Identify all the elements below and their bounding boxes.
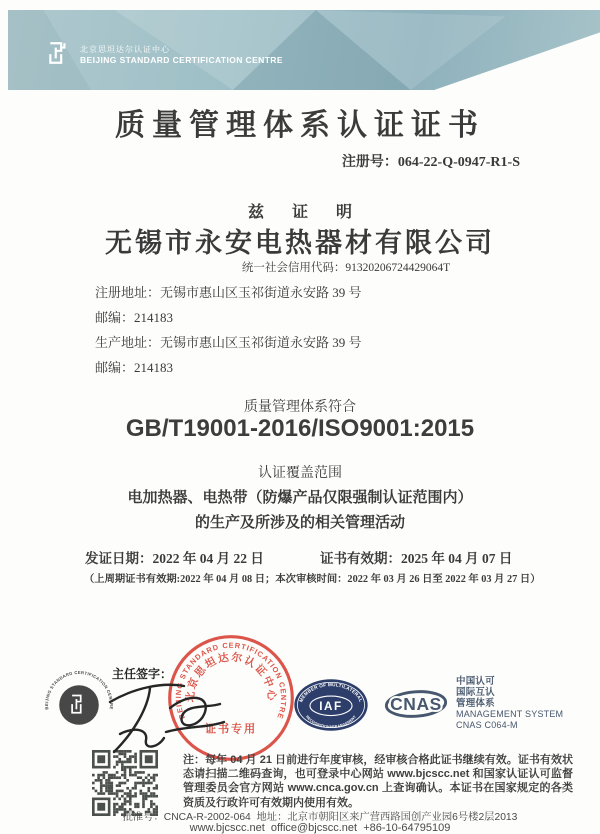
issue-date-label: 发证日期： bbox=[85, 551, 153, 566]
org-logo-icon bbox=[46, 40, 72, 66]
issue-date-value: 2022 年 04 月 22 日 bbox=[152, 551, 264, 566]
row-value: 214183 bbox=[134, 360, 174, 375]
contact-line: www.bjcscc.net office@bjcscc.net +86-10-64795109 bbox=[189, 822, 451, 834]
row-value: 214183 bbox=[134, 310, 174, 325]
director-signature-label: 主任签字： bbox=[112, 667, 173, 681]
cnas-wordmark: CNAS bbox=[390, 693, 442, 714]
row-label: 邮编： bbox=[95, 310, 135, 325]
iaf-top-text: MEMBER OF MULTILATERAL bbox=[298, 682, 364, 703]
footer-note: 注：每年 04 月 21 日前进行年度审核，经审核合格此证书继续有效。证书有效状态请扫描二维码查询，也可登录中心网站 www.bjcscc.net 和国家认证认可监督管理委员会官方网站 www.cnca.gov.cn 上查询确认。本证书在国家规定的各类资质及行政许可有效期内使用有效。 bbox=[183, 754, 573, 809]
black-seal-en-text: BEIJING STANDARD CERTIFICATION CENTRE bbox=[44, 669, 114, 710]
org-name-en: BEIJING STANDARD CERTIFICATION CENTRE bbox=[80, 55, 283, 65]
credit-code-line bbox=[92, 259, 600, 275]
registration-number bbox=[0, 151, 520, 171]
cnas-logo-icon bbox=[384, 682, 448, 726]
postcode-row bbox=[95, 359, 362, 384]
row-value: 无锡市惠山区玉祁街道永安路 39 号 bbox=[160, 285, 362, 300]
org-name-cn: 北京思坦达尔认证中心 bbox=[80, 45, 170, 54]
registered-address-row bbox=[95, 284, 362, 309]
scope-line-1: 电加热器、电热带（防爆产品仅限强制认证范围内） bbox=[127, 490, 473, 506]
certify-heading: 兹 证 明 bbox=[247, 204, 364, 221]
row-label: 生产地址： bbox=[95, 335, 161, 350]
row-label: 注册地址： bbox=[95, 285, 161, 300]
registration-value: 064-22-Q-0947-R1-S bbox=[397, 155, 520, 170]
cnas-line: 中国认可 bbox=[456, 676, 495, 687]
issue-date bbox=[85, 547, 264, 567]
credit-code-value: 91320206724429064T bbox=[345, 262, 451, 274]
iaf-logo-icon bbox=[292, 677, 370, 733]
iaf-bottom-text: RECOGNITIONARRANGEMENT bbox=[304, 714, 358, 729]
certificate-title: 质量管理体系认证证书 bbox=[115, 109, 485, 142]
cnas-line: 国际互认 bbox=[456, 686, 495, 698]
cnas-line: CNAS C064-M bbox=[456, 720, 518, 731]
credit-code-label: 统一社会信用代码： bbox=[241, 262, 346, 274]
production-address-row bbox=[95, 334, 362, 359]
validity-date-label: 证书有效期： bbox=[320, 551, 401, 566]
standard-intro: 质量管理体系符合 bbox=[244, 400, 356, 415]
audit-cycle-note: （上周期证书有效期:2022 年 04 月 08 日；本次审核时间：2022 年 03 月 26 日至 2022 年 03 月 27 日） bbox=[84, 574, 541, 585]
red-stamp-cn-text: 北京思坦达尔认证中心 bbox=[184, 651, 278, 703]
postcode-row bbox=[95, 309, 362, 334]
registration-label: 注册号： bbox=[341, 155, 398, 170]
header-banner bbox=[8, 10, 600, 90]
signature-icon bbox=[104, 672, 244, 767]
cnas-line: 管理体系 bbox=[456, 697, 495, 709]
iaf-center-text: IAF bbox=[319, 700, 343, 714]
company-name: 无锡市永安电热器材有限公司 bbox=[105, 228, 495, 258]
row-label: 邮编： bbox=[95, 360, 135, 375]
standard-code: GB/T19001-2016/ISO9001:2015 bbox=[125, 415, 475, 442]
cnas-line: MANAGEMENT SYSTEM bbox=[456, 709, 564, 720]
approval-line: 批准号：CNCA-R-2002-064 地址：北京市朝阳区来广营西路国创产业园6号楼2层2013 bbox=[122, 812, 518, 823]
validity-date bbox=[320, 547, 512, 567]
scope-heading: 认证覆盖范围 bbox=[258, 466, 342, 481]
validity-date-value: 2025 年 04 月 07 日 bbox=[401, 551, 513, 566]
cnas-accreditation-text bbox=[456, 677, 563, 731]
address-block bbox=[95, 284, 362, 384]
red-stamp-en-text: BEIJING STANDARD CERTIFICATION CENTRE bbox=[173, 640, 289, 721]
red-stamp-use-text: 证书专用 bbox=[205, 723, 257, 736]
row-value: 无锡市惠山区玉祁街道永安路 39 号 bbox=[160, 335, 362, 350]
scope-line-2: 的生产及所涉及的相关管理活动 bbox=[194, 515, 405, 531]
